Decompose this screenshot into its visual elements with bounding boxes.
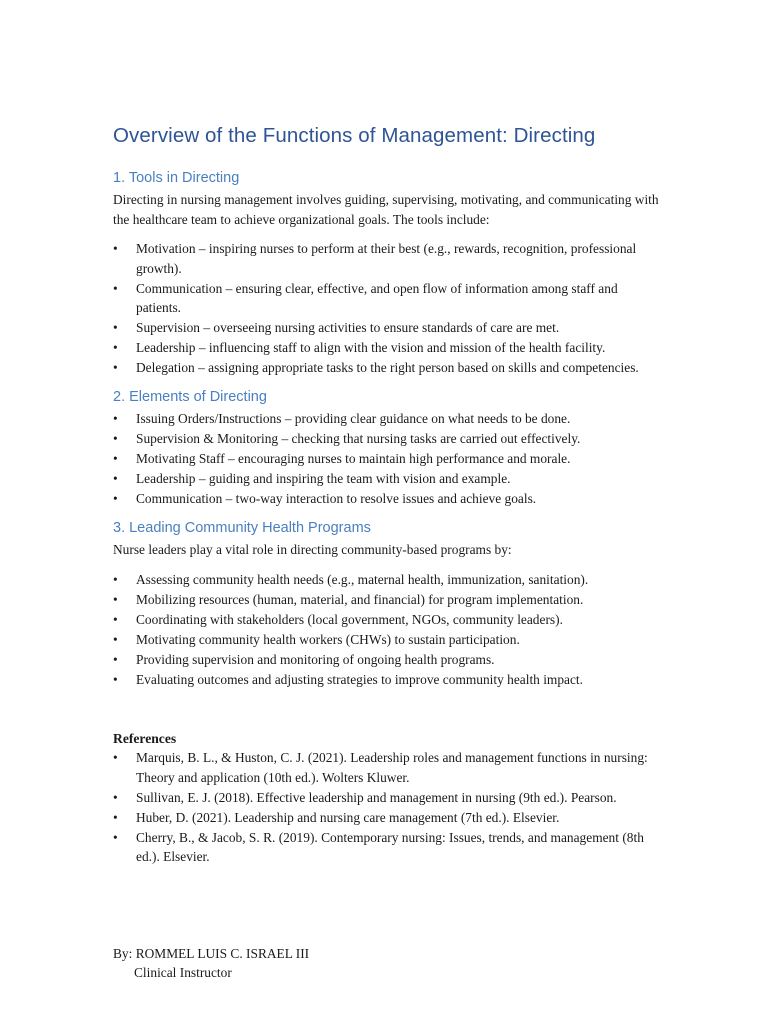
bullet: • [113, 491, 118, 506]
section-intro-tools: Directing in nursing management involves guiding, supervising, motivating, and communicating with the healthcare team to achieve organizational goals. The tools include: [113, 192, 659, 227]
bullet: • [113, 789, 118, 805]
bullet: • [113, 411, 118, 426]
reference-item: • Huber, D. (2021). Leadership and nursing care management (7th ed.). Elsevier. [113, 808, 653, 828]
section-intro-community: Nurse leaders play a vital role in directing community-based programs by: [113, 542, 512, 557]
references-heading: References [113, 731, 177, 746]
bullet: • [113, 280, 118, 296]
bullet: • [113, 591, 118, 607]
list-item: • Mobilizing resources (human, material, and financial) for program implementation. [113, 590, 653, 610]
bullet: • [113, 241, 118, 256]
list-item: • Leadership – influencing staff to align with the vision and mission of the health facility. [113, 338, 653, 358]
list-item: • Assessing community health needs (e.g., maternal health, immunization, sanitation). [113, 570, 653, 590]
bullet: • [113, 571, 118, 587]
list-item: • Motivating Staff – encouraging nurses to maintain high performance and morale. [113, 449, 653, 469]
list-item: • Providing supervision and monitoring of ongoing health programs. [113, 650, 653, 670]
byline-author: By: ROMMEL LUIS C. ISRAEL III [113, 946, 310, 961]
bullet: • [113, 320, 118, 335]
bullet: • [113, 611, 118, 627]
community-list [113, 570, 653, 690]
reference-item: • Sullivan, E. J. (2018). Effective leadership and management in nursing (9th ed.). Pearson. [113, 788, 653, 808]
bullet: • [113, 360, 118, 375]
list-item: • Supervision & Monitoring – checking that nursing tasks are carried out effectively. [113, 429, 653, 449]
list-item: • Motivating community health workers (CHWs) to sustain participation. [113, 630, 653, 650]
bullet: • [113, 829, 118, 845]
bullet: • [113, 431, 118, 446]
list-item: • Communication – two-way interaction to resolve issues and achieve goals. [113, 489, 653, 509]
bullet: • [113, 471, 118, 486]
bullet: • [113, 631, 118, 647]
section-heading-community: 3. Leading Community Health Programs [113, 520, 371, 536]
bullet: • [113, 809, 118, 825]
byline [113, 944, 309, 982]
list-item: • Communication – ensuring clear, effective, and open flow of information among staff and patients. [113, 280, 618, 315]
tools-list [113, 239, 653, 378]
list-item: • Coordinating with stakeholders (local government, NGOs, community leaders). [113, 610, 653, 630]
section-heading-elements: 2. Elements of Directing [113, 389, 267, 405]
bullet: • [113, 340, 118, 355]
references-list [113, 748, 653, 867]
list-item: • Motivation – inspiring nurses to perform at their best (e.g., rewards, recognition, professional growth). [113, 241, 637, 276]
list-item: • Leadership – guiding and inspiring the team with vision and example. [113, 469, 653, 489]
byline-role: Clinical Instructor [134, 965, 232, 980]
list-item: • Evaluating outcomes and adjusting strategies to improve community health impact. [113, 670, 653, 690]
bullet: • [113, 671, 118, 687]
elements-list [113, 409, 653, 509]
list-item: • Supervision – overseeing nursing activities to ensure standards of care are met. [113, 318, 653, 338]
section-heading-tools: 1. Tools in Directing [113, 170, 240, 186]
list-item: • Delegation – assigning appropriate tasks to the right person based on skills and competencies. [113, 358, 653, 378]
reference-item: • Cherry, B., & Jacob, S. R. (2019). Contemporary nursing: Issues, trends, and management (8th ed.). Elsevier. [113, 829, 644, 864]
bullet: • [113, 451, 118, 466]
document-title: Overview of the Functions of Management: Directing [113, 124, 596, 147]
list-item: • Issuing Orders/Instructions – providing clear guidance on what needs to be done. [113, 409, 653, 429]
bullet: • [113, 750, 118, 765]
bullet: • [113, 651, 118, 667]
reference-item: • Marquis, B. L., & Huston, C. J. (2021). Leadership roles and management functions in nursing: Theory and application (10th ed.). Wolters Kluwer. [113, 750, 648, 785]
